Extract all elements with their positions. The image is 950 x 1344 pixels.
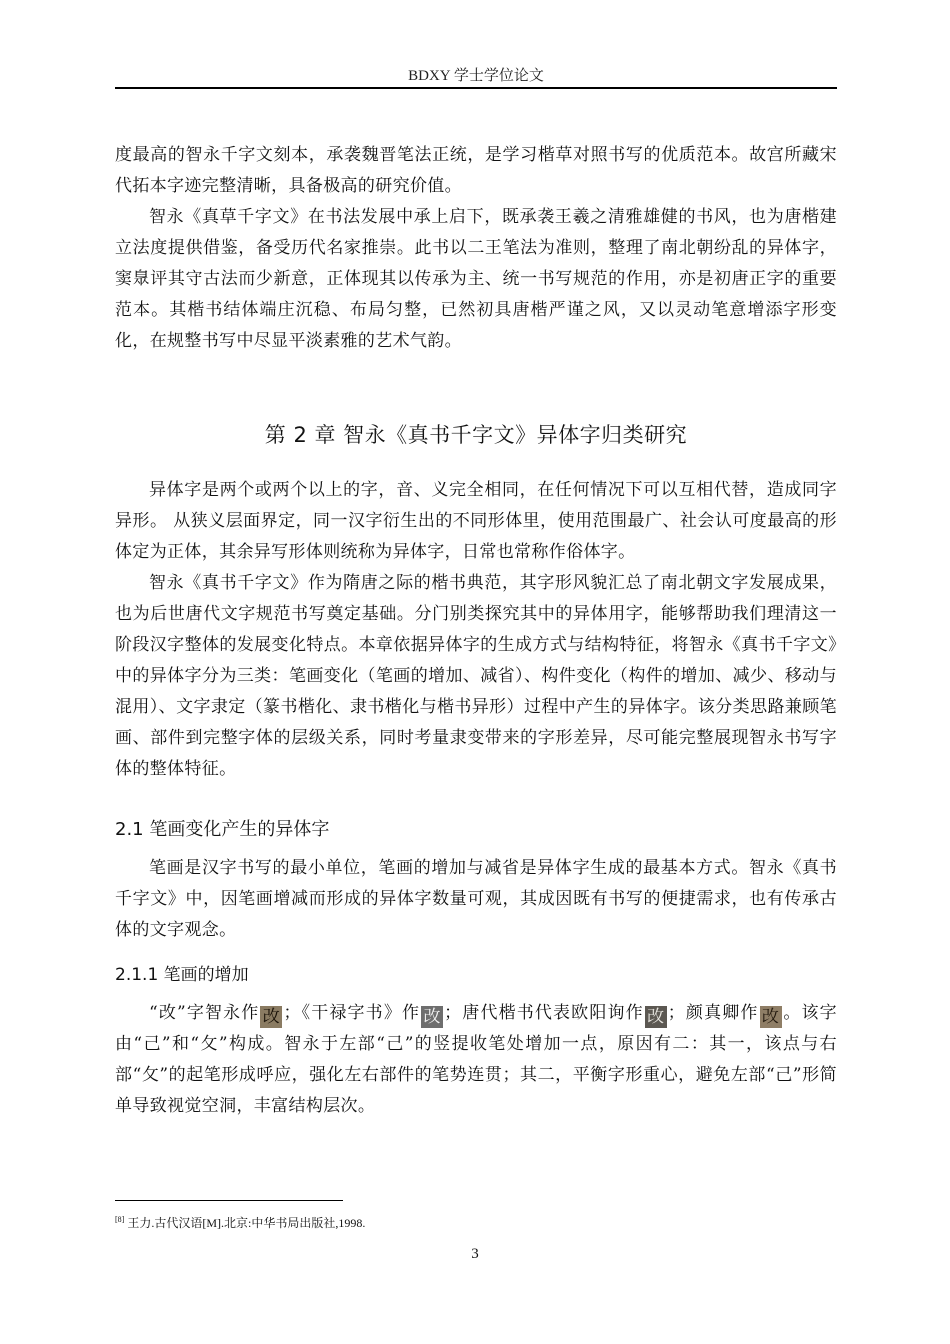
page-body [115, 140, 837, 1122]
section-2-1-paragraph: 笔画是汉字书写的最小单位，笔画的增加与减省是异体字生成的最基本方式。智永《真书千字文》中，因笔画增减而形成的异体字数量可观，其成因既有书写的便捷需求，也有传承古体的文字观念。 [115, 858, 837, 940]
section-2-1-1-title: 2.1.1 笔画的增加 [115, 965, 249, 985]
intro-paragraph-2: 智永《真草千字文》在书法发展中承上启下，既承袭王羲之清雅雄健的书风，也为唐楷建立法度提供借鉴，备受历代名家推崇。此书以二王笔法为准则，整理了南北朝纷乱的异体字，窦臮评其守古法而少新意，正体现其以传承为主、统一书写规范的作用，亦是初唐正字的重要范本。其楷书结体端庄沉稳、布局匀整，已然初具唐楷严谨之风，又以灵动笔意增添字形变化，在规整书写中尽显平淡素雅的艺术气韵。 [115, 207, 837, 351]
zhiyong-glyph-image: 改 [260, 1006, 282, 1028]
footnote-text: 王力.古代汉语[M].北京:中华书局出版社,1998. [124, 1216, 366, 1230]
footnote [115, 1214, 365, 1231]
text-run: ；《干禄字书》作 [283, 1003, 421, 1023]
page-number: 3 [471, 1246, 479, 1262]
text-run: ；颜真卿作 [667, 1003, 759, 1023]
section-2-1-title: 2.1 笔画变化产生的异体字 [115, 819, 330, 840]
yanzhenqing-glyph-image: 改 [760, 1006, 782, 1028]
header-rule [115, 87, 837, 89]
section-2-1-1-paragraph [115, 998, 837, 1122]
text-run: “改”字智永作 [149, 1003, 260, 1023]
running-header: BDXY 学士学位论文 [408, 68, 544, 84]
text-run: ；唐代楷书代表欧阳询作 [444, 1003, 644, 1023]
ouyangxun-glyph-image: 改 [645, 1006, 667, 1028]
footnote-mark: [8] [115, 1215, 125, 1224]
text-run: 。该字由“己”和“攵”构成。智永于左部“己”的竖提收笔处增加一点，原因有二：其一，该点与右部“攵”的起笔形成呼应，强化左右部件的笔势连贯；其二，平衡字形重心，避免左部“己”形简单导致视觉空洞，丰富结构层次。 [115, 1003, 837, 1116]
intro-paragraph-1: 度最高的智永千字文刻本，承袭魏晋笔法正统，是学习楷草对照书写的优质范本。故宫所藏宋代拓本字迹完整清晰，具备极高的研究价值。 [115, 145, 837, 196]
footnote-rule [115, 1200, 343, 1201]
chapter-title: 第 2 章 智永《真书千字文》异体字归类研究 [264, 423, 688, 447]
chapter-paragraph-2: 智永《真书千字文》作为隋唐之际的楷书典范，其字形风貌汇总了南北朝文字发展成果，也为后世唐代文字规范书写奠定基础。分门别类探究其中的异体用字，能够帮助我们理清这一阶段汉字整体的发展变化特点。本章依据异体字的生成方式与结构特征，将智永《真书千字文》中的异体字分为三类：笔画变化（笔画的增加、减省）、构件变化（构件的增加、减少、移动与混用）、文字隶定（篆书楷化、隶书楷化与楷书异形）过程中产生的异体字。该分类思路兼顾笔画、部件到完整字体的层级关系，同时考量隶变带来的字形差异，尽可能完整展现智永书写字体的整体特征。 [115, 573, 837, 779]
chapter-paragraph-1: 异体字是两个或两个以上的字，音、义完全相同，在任何情况下可以互相代替，造成同字异形。 从狭义层面界定，同一汉字衍生出的不同形体里，使用范围最广、社会认可度最高的形体定为正体，其余异写形体则统称为异体字，日常也常称作俗体字。 [115, 480, 837, 562]
ganlu-glyph-image: 改 [421, 1006, 443, 1028]
